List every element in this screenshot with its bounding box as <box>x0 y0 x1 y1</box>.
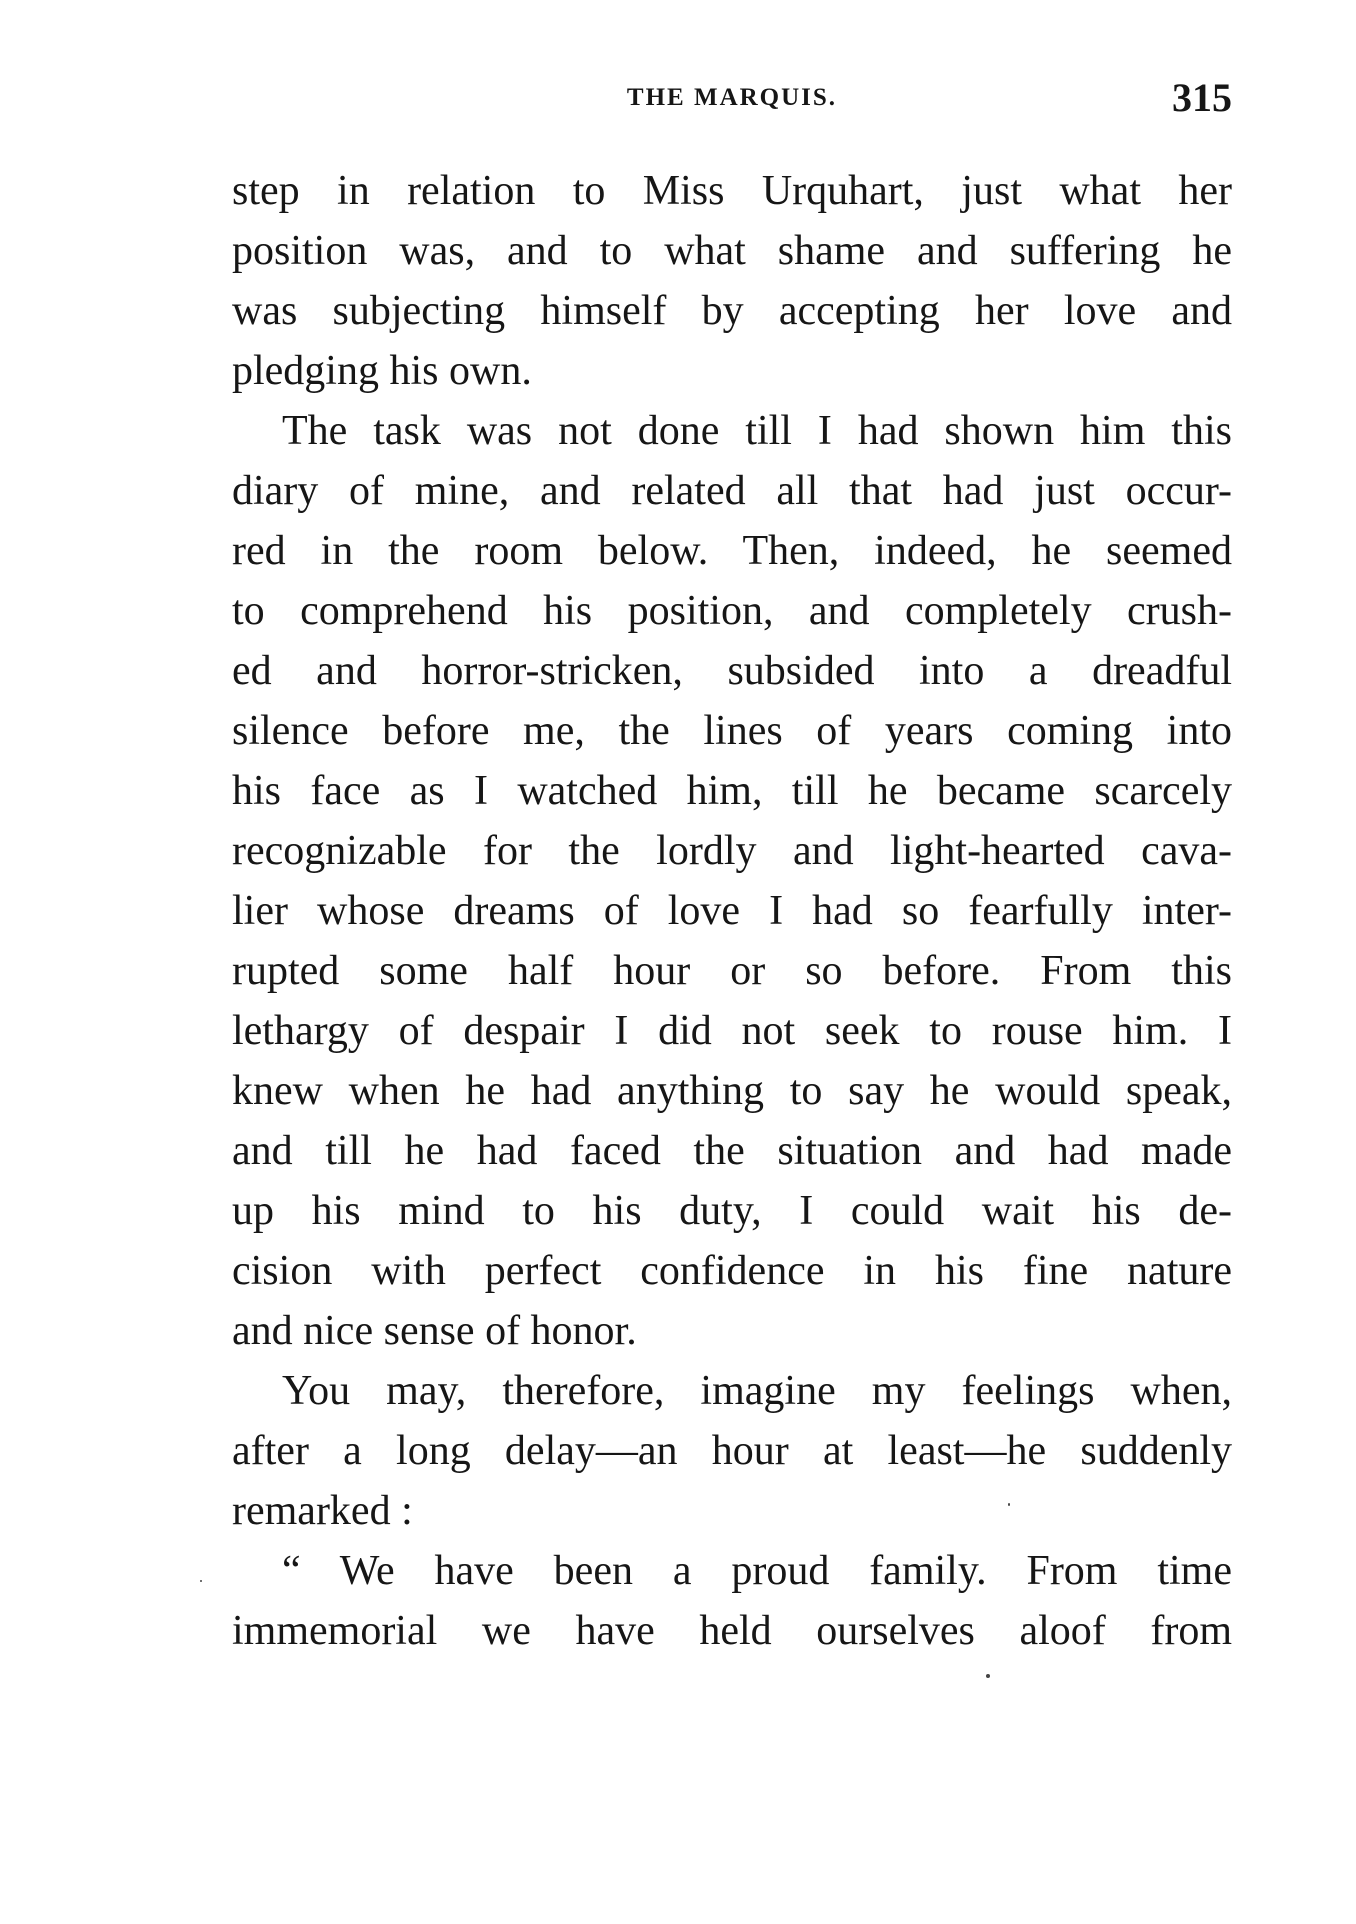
text-line: to comprehend his position, and completely crush- <box>232 588 1232 634</box>
paragraph <box>232 401 1232 1361</box>
text-line: silence before me, the lines of years coming into <box>232 708 1232 754</box>
text-line: was subjecting himself by accepting her love and <box>232 288 1232 334</box>
text-line: ed and horror-stricken, subsided into a dreadful <box>232 648 1232 694</box>
page-number: 315 <box>1172 75 1232 120</box>
text-line: immemorial we have held ourselves aloof from <box>232 1608 1232 1654</box>
running-head <box>232 74 1232 134</box>
print-speck <box>1008 1503 1010 1506</box>
paragraph <box>232 1541 1232 1661</box>
paragraph <box>232 1361 1232 1541</box>
text-line: remarked : <box>232 1488 413 1534</box>
text-line: You may, therefore, imagine my feelings when, <box>282 1368 1232 1414</box>
running-title: THE MARQUIS. <box>626 84 838 111</box>
text-line: cision with perfect confidence in his fine nature <box>232 1248 1232 1294</box>
paragraph <box>232 161 1232 401</box>
text-line: after a long delay—an hour at least—he suddenly <box>232 1428 1232 1474</box>
body-text <box>232 161 1232 1661</box>
print-speck <box>986 1674 990 1678</box>
text-line: red in the room below. Then, indeed, he seemed <box>232 528 1232 574</box>
text-line: pledging his own. <box>232 348 532 394</box>
text-line: The task was not done till I had shown him this <box>282 408 1232 454</box>
text-line: rupted some half hour or so before. From this <box>232 948 1232 994</box>
text-line: “ We have been a proud family. From time <box>282 1548 1232 1594</box>
print-speck <box>200 1580 202 1582</box>
text-line: and till he had faced the situation and had made <box>232 1128 1232 1174</box>
text-line: recognizable for the lordly and light-hearted cava- <box>232 828 1232 874</box>
text-line: his face as I watched him, till he became scarcely <box>232 768 1232 814</box>
text-line: and nice sense of honor. <box>232 1308 637 1354</box>
text-line: diary of mine, and related all that had just occur- <box>232 468 1232 514</box>
text-line: knew when he had anything to say he would speak, <box>232 1068 1232 1114</box>
text-line: lier whose dreams of love I had so fearfully inter- <box>232 888 1232 934</box>
text-line: position was, and to what shame and suffering he <box>232 228 1232 274</box>
text-line: lethargy of despair I did not seek to rouse him. I <box>232 1008 1232 1054</box>
text-line: step in relation to Miss Urquhart, just what her <box>232 168 1232 214</box>
text-line: up his mind to his duty, I could wait his de- <box>232 1188 1232 1234</box>
